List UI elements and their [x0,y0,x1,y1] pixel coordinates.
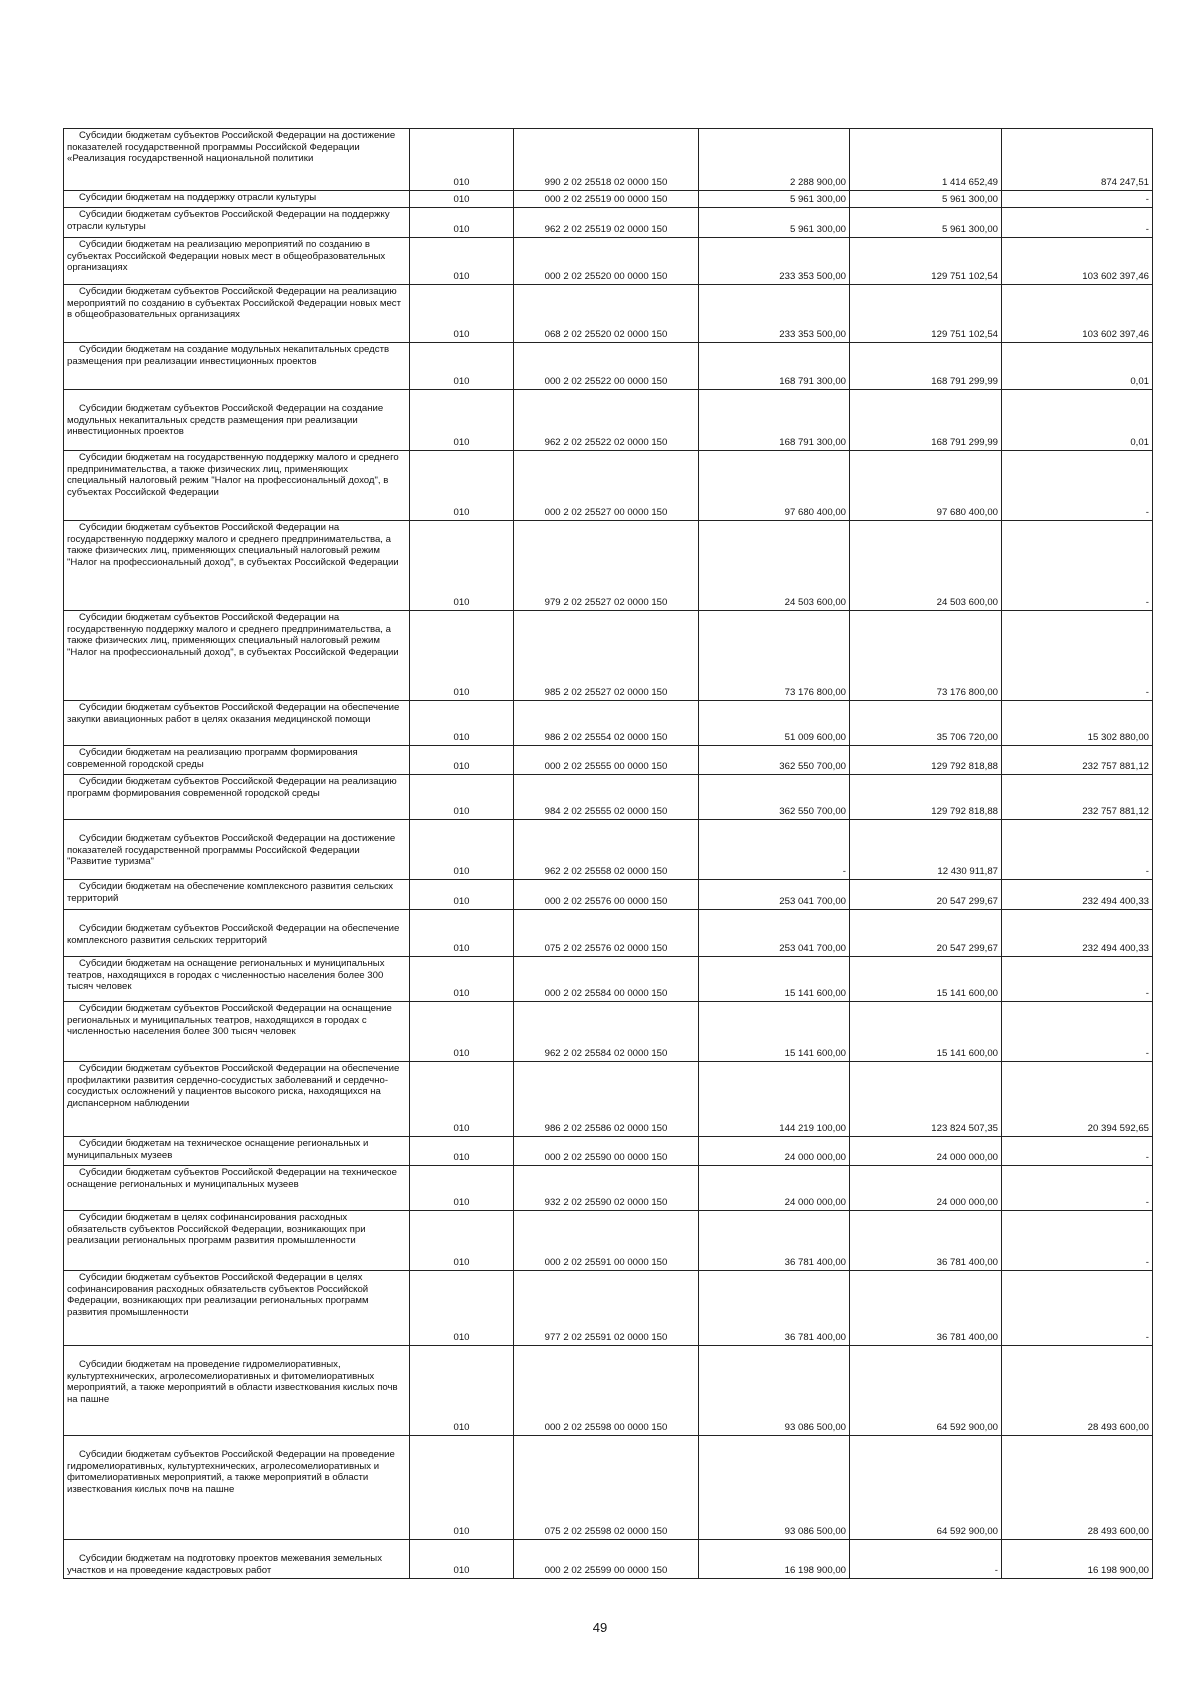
row-code: 010 [410,1346,514,1436]
table-row [64,451,1153,521]
row-kbk: 979 2 02 25527 02 0000 150 [514,521,699,611]
row-name: Субсидии бюджетам на подготовку проектов межевания земельных участков и на проведение кадастровых работ [64,1540,410,1579]
row-approved: 362 550 700,00 [699,746,850,775]
row-executed: 20 547 299,67 [850,910,1002,957]
row-approved: 16 198 900,00 [699,1540,850,1579]
row-unexecuted: 103 602 397,46 [1002,285,1153,343]
row-unexecuted: 232 757 881,12 [1002,746,1153,775]
row-unexecuted: 103 602 397,46 [1002,238,1153,285]
row-kbk: 962 2 02 25519 02 0000 150 [514,208,699,238]
budget-execution-table [63,128,1153,1579]
row-code: 010 [410,285,514,343]
row-unexecuted: - [1002,611,1153,701]
row-executed: 129 751 102,54 [850,238,1002,285]
row-name: Субсидии бюджетам на проведение гидромелиоративных, культуртехнических, агролесомелиоративных и фитомелиоративных мероприятий, а также мероприятий в области известкования кислых почв на пашне [64,1346,410,1436]
row-unexecuted: - [1002,1271,1153,1346]
row-code: 010 [410,208,514,238]
row-kbk: 000 2 02 25555 00 0000 150 [514,746,699,775]
row-code: 010 [410,521,514,611]
row-code: 010 [410,1137,514,1166]
table-row [64,1436,1153,1540]
row-name: Субсидии бюджетам субъектов Российской Федерации на техническое оснащение региональных и муниципальных музеев [64,1166,410,1211]
row-unexecuted: - [1002,957,1153,1002]
row-code: 010 [410,820,514,880]
row-name: Субсидии бюджетам на поддержку отрасли культуры [64,191,410,208]
table-row [64,1540,1153,1579]
row-approved: 36 781 400,00 [699,1211,850,1271]
row-executed: 97 680 400,00 [850,451,1002,521]
row-executed: 129 751 102,54 [850,285,1002,343]
row-unexecuted: - [1002,191,1153,208]
row-name: Субсидии бюджетам на государственную поддержку малого и среднего предпринимательства, а также физических лиц, применяющих специальный налоговый режим "Налог на профессиональный доход", в субъектах Российской Федерации [64,451,410,521]
row-executed: 15 141 600,00 [850,957,1002,1002]
row-name: Субсидии бюджетам на техническое оснащение региональных и муниципальных музеев [64,1137,410,1166]
row-name: Субсидии бюджетам субъектов Российской Федерации на реализацию мероприятий по созданию в субъектах Российской Федерации новых мест в общеобразовательных организациях [64,285,410,343]
row-kbk: 068 2 02 25520 02 0000 150 [514,285,699,343]
row-approved: 2 288 900,00 [699,129,850,191]
row-code: 010 [410,746,514,775]
row-executed: 129 792 818,88 [850,746,1002,775]
row-kbk: 990 2 02 25518 02 0000 150 [514,129,699,191]
row-unexecuted: 16 198 900,00 [1002,1540,1153,1579]
table-row [64,910,1153,957]
row-name: Субсидии бюджетам субъектов Российской Федерации на создание модульных некапитальных средств размещения при реализации инвестиционных проектов [64,390,410,451]
row-approved: 15 141 600,00 [699,1002,850,1062]
row-code: 010 [410,451,514,521]
row-kbk: 000 2 02 25576 00 0000 150 [514,880,699,910]
row-kbk: 000 2 02 25598 00 0000 150 [514,1346,699,1436]
row-name: Субсидии бюджетам субъектов Российской Федерации на оснащение региональных и муниципальных театров, находящихся в городах с численностью населения более 300 тысяч человек [64,1002,410,1062]
row-name: Субсидии бюджетам субъектов Российской Федерации на обеспечение закупки авиационных работ в целях оказания медицинской помощи [64,701,410,746]
row-unexecuted: 874 247,51 [1002,129,1153,191]
row-name: Субсидии бюджетам субъектов Российской Федерации на обеспечение комплексного развития сельских территорий [64,910,410,957]
table-row [64,820,1153,880]
row-kbk: 000 2 02 25584 00 0000 150 [514,957,699,1002]
table-row [64,191,1153,208]
row-kbk: 075 2 02 25576 02 0000 150 [514,910,699,957]
row-approved: 73 176 800,00 [699,611,850,701]
row-name: Субсидии бюджетам в целях софинансирования расходных обязательств субъектов Российской Федерации, возникающих при реализации региональных программ развития промышленности [64,1211,410,1271]
row-executed: 24 503 600,00 [850,521,1002,611]
row-approved: 253 041 700,00 [699,880,850,910]
row-kbk: 000 2 02 25527 00 0000 150 [514,451,699,521]
row-approved: 93 086 500,00 [699,1346,850,1436]
row-approved: 24 503 600,00 [699,521,850,611]
row-executed: 15 141 600,00 [850,1002,1002,1062]
row-kbk: 000 2 02 25590 00 0000 150 [514,1137,699,1166]
row-name: Субсидии бюджетам субъектов Российской Федерации в целях софинансирования расходных обязательств субъектов Российской Федерации, возникающих при реализации региональных программ развития промышленности [64,1271,410,1346]
row-kbk: 000 2 02 25591 00 0000 150 [514,1211,699,1271]
row-name: Субсидии бюджетам на реализацию мероприятий по созданию в субъектах Российской Федерации новых мест в общеобразовательных организациях [64,238,410,285]
row-executed: 5 961 300,00 [850,191,1002,208]
row-approved: 233 353 500,00 [699,238,850,285]
row-kbk: 986 2 02 25554 02 0000 150 [514,701,699,746]
row-name: Субсидии бюджетам субъектов Российской Федерации на поддержку отрасли культуры [64,208,410,238]
row-kbk: 986 2 02 25586 02 0000 150 [514,1062,699,1137]
row-code: 010 [410,238,514,285]
table-row [64,746,1153,775]
row-kbk: 962 2 02 25558 02 0000 150 [514,820,699,880]
table-row [64,390,1153,451]
row-unexecuted: 0,01 [1002,390,1153,451]
row-name: Субсидии бюджетам субъектов Российской Федерации на государственную поддержку малого и среднего предпринимательства, а также физических лиц, применяющих специальный налоговый режим "Налог на профессиональный доход", в субъектах Российской Федерации [64,521,410,611]
table-row [64,208,1153,238]
row-code: 010 [410,611,514,701]
row-code: 010 [410,1166,514,1211]
row-name: Субсидии бюджетам на реализацию программ формирования современной городской среды [64,746,410,775]
row-executed: 168 791 299,99 [850,390,1002,451]
table-row [64,701,1153,746]
row-kbk: 932 2 02 25590 02 0000 150 [514,1166,699,1211]
table-row [64,129,1153,191]
row-kbk: 962 2 02 25522 02 0000 150 [514,390,699,451]
row-unexecuted: 15 302 880,00 [1002,701,1153,746]
row-kbk: 000 2 02 25599 00 0000 150 [514,1540,699,1579]
table-row [64,1062,1153,1137]
table-row [64,1166,1153,1211]
row-unexecuted: 232 757 881,12 [1002,775,1153,820]
row-code: 010 [410,775,514,820]
table-row [64,957,1153,1002]
row-kbk: 000 2 02 25520 00 0000 150 [514,238,699,285]
table-row [64,238,1153,285]
row-code: 010 [410,1540,514,1579]
row-unexecuted: - [1002,1211,1153,1271]
row-kbk: 977 2 02 25591 02 0000 150 [514,1271,699,1346]
table-row [64,1271,1153,1346]
row-approved: 144 219 100,00 [699,1062,850,1137]
row-unexecuted: - [1002,208,1153,238]
row-executed: 129 792 818,88 [850,775,1002,820]
table-row [64,521,1153,611]
row-unexecuted: - [1002,521,1153,611]
table-row [64,1137,1153,1166]
row-executed: 24 000 000,00 [850,1166,1002,1211]
row-code: 010 [410,191,514,208]
row-name: Субсидии бюджетам на обеспечение комплексного развития сельских территорий [64,880,410,910]
table-row [64,880,1153,910]
row-approved: 5 961 300,00 [699,208,850,238]
row-approved: 5 961 300,00 [699,191,850,208]
row-executed: 64 592 900,00 [850,1346,1002,1436]
row-approved: 15 141 600,00 [699,957,850,1002]
row-unexecuted: 232 494 400,33 [1002,910,1153,957]
row-code: 010 [410,343,514,390]
row-kbk: 075 2 02 25598 02 0000 150 [514,1436,699,1540]
row-name: Субсидии бюджетам субъектов Российской Федерации на проведение гидромелиоративных, культуртехнических, агролесомелиоративных и фитомелиоративных мероприятий, а также мероприятий в области известкования кислых почв на пашне [64,1436,410,1540]
table-body [64,129,1153,1579]
row-name: Субсидии бюджетам на оснащение региональных и муниципальных театров, находящихся в городах с численностью населения более 300 тысяч человек [64,957,410,1002]
row-approved: 24 000 000,00 [699,1166,850,1211]
row-executed: 73 176 800,00 [850,611,1002,701]
row-unexecuted: - [1002,451,1153,521]
row-code: 010 [410,1211,514,1271]
row-executed: 1 414 652,49 [850,129,1002,191]
row-approved: 51 009 600,00 [699,701,850,746]
row-code: 010 [410,910,514,957]
row-executed: 35 706 720,00 [850,701,1002,746]
row-kbk: 000 2 02 25519 00 0000 150 [514,191,699,208]
row-unexecuted: - [1002,820,1153,880]
row-name: Субсидии бюджетам субъектов Российской Федерации на обеспечение профилактики развития сердечно-сосудистых заболеваний и сердечно-сосудистых осложнений у пациентов высокого риска, находящихся на диспансерном наблюдении [64,1062,410,1137]
row-approved: 24 000 000,00 [699,1137,850,1166]
row-approved: 168 791 300,00 [699,390,850,451]
table-row [64,775,1153,820]
table-row [64,285,1153,343]
row-code: 010 [410,957,514,1002]
row-code: 010 [410,701,514,746]
row-unexecuted: 0,01 [1002,343,1153,390]
row-approved: 233 353 500,00 [699,285,850,343]
row-name: Субсидии бюджетам на создание модульных некапитальных средств размещения при реализации инвестиционных проектов [64,343,410,390]
row-name: Субсидии бюджетам субъектов Российской Федерации на реализацию программ формирования современной городской среды [64,775,410,820]
row-executed: 24 000 000,00 [850,1137,1002,1166]
row-name: Субсидии бюджетам субъектов Российской Федерации на достижение показателей государственной программы Российской Федерации "Развитие туризма" [64,820,410,880]
row-code: 010 [410,1271,514,1346]
row-code: 010 [410,129,514,191]
row-executed: 64 592 900,00 [850,1436,1002,1540]
row-code: 010 [410,1002,514,1062]
row-kbk: 984 2 02 25555 02 0000 150 [514,775,699,820]
row-approved: - [699,820,850,880]
row-executed: 36 781 400,00 [850,1271,1002,1346]
row-code: 010 [410,1062,514,1137]
table-row [64,1346,1153,1436]
row-approved: 253 041 700,00 [699,910,850,957]
row-code: 010 [410,1436,514,1540]
row-executed: 12 430 911,87 [850,820,1002,880]
row-executed: 5 961 300,00 [850,208,1002,238]
row-approved: 36 781 400,00 [699,1271,850,1346]
row-kbk: 962 2 02 25584 02 0000 150 [514,1002,699,1062]
row-unexecuted: - [1002,1137,1153,1166]
row-unexecuted: - [1002,1002,1153,1062]
table-row [64,1002,1153,1062]
row-kbk: 985 2 02 25527 02 0000 150 [514,611,699,701]
row-code: 010 [410,880,514,910]
row-unexecuted: 28 493 600,00 [1002,1346,1153,1436]
row-code: 010 [410,390,514,451]
row-approved: 362 550 700,00 [699,775,850,820]
table-row [64,611,1153,701]
row-approved: 97 680 400,00 [699,451,850,521]
row-unexecuted: 20 394 592,65 [1002,1062,1153,1137]
row-executed: 36 781 400,00 [850,1211,1002,1271]
row-unexecuted: 28 493 600,00 [1002,1436,1153,1540]
row-approved: 168 791 300,00 [699,343,850,390]
row-executed: 168 791 299,99 [850,343,1002,390]
table-row [64,1211,1153,1271]
row-approved: 93 086 500,00 [699,1436,850,1540]
row-unexecuted: 232 494 400,33 [1002,880,1153,910]
page-number: 49 [592,1620,608,1635]
row-unexecuted: - [1002,1166,1153,1211]
row-kbk: 000 2 02 25522 00 0000 150 [514,343,699,390]
row-name: Субсидии бюджетам субъектов Российской Федерации на государственную поддержку малого и среднего предпринимательства, а также физических лиц, применяющих специальный налоговый режим "Налог на профессиональный доход", в субъектах Российской Федерации [64,611,410,701]
table-row [64,343,1153,390]
row-executed: 123 824 507,35 [850,1062,1002,1137]
row-name: Субсидии бюджетам субъектов Российской Федерации на достижение показателей государственной программы Российской Федерации «Реализация государственной национальной политики [64,129,410,191]
row-executed: - [850,1540,1002,1579]
row-executed: 20 547 299,67 [850,880,1002,910]
